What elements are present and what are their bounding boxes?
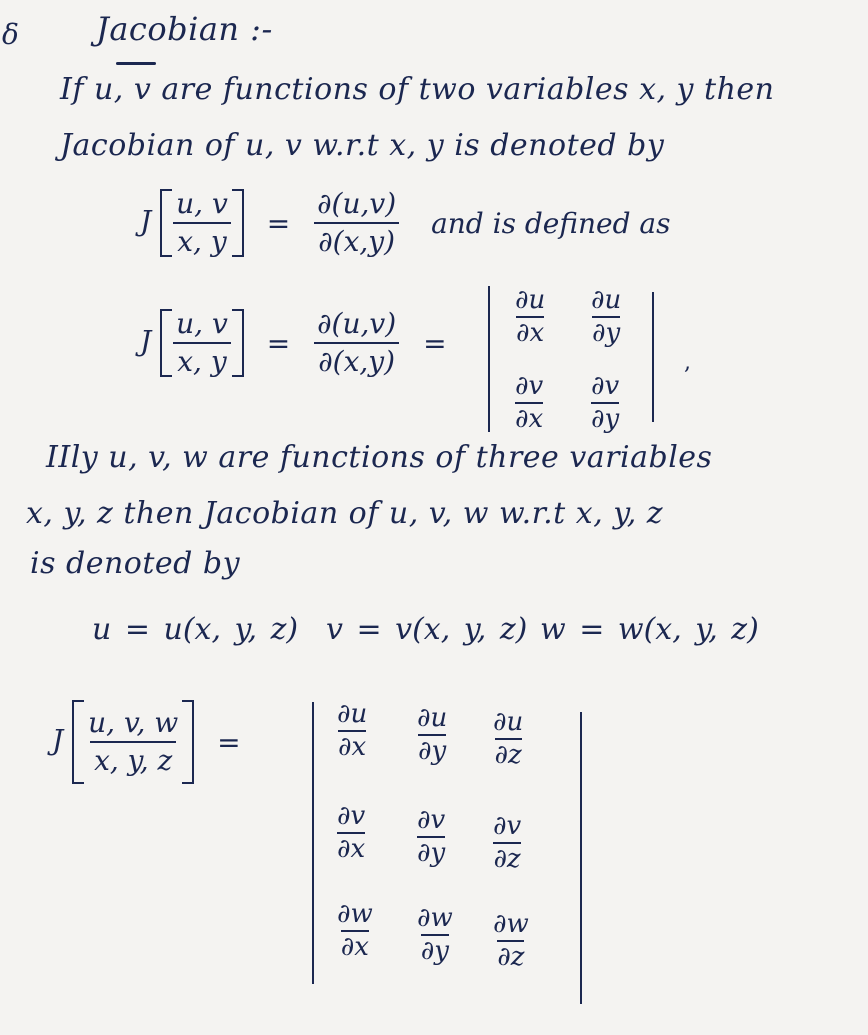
- partial-fraction: [313, 308, 400, 378]
- determinant-entry: $\frac{\partial w}{\partial z}$: [493, 909, 529, 973]
- partial-fraction: [313, 188, 400, 258]
- text-line-2: Jacobian of u, v w.r.t x, y is denoted by: [60, 128, 665, 163]
- jacobian-symbol: J: [52, 723, 64, 757]
- determinant-entry: $\frac{\partial v}{\partial x}$: [337, 801, 366, 865]
- determinant-entry: $\frac{\partial v}{\partial y}$: [417, 805, 446, 869]
- determinant-right-bar: [580, 712, 582, 1004]
- jacobian-bracket: [72, 700, 194, 784]
- determinant-entry: $\frac{\partial u}{\partial x}$: [515, 285, 546, 349]
- function-w: w = w(x, y, z): [540, 612, 759, 647]
- title-underline: [116, 62, 156, 65]
- bracket-top: u, v: [176, 307, 228, 340]
- jacobian-definition-1: [140, 188, 671, 258]
- bracket-bottom: x, y: [173, 342, 230, 378]
- bracket-bottom: x, y, z: [90, 741, 176, 777]
- jacobian-symbol: J: [140, 204, 152, 238]
- determinant-left-bar: [312, 702, 314, 984]
- determinant-entry: $\frac{\partial u}{\partial x}$: [337, 699, 368, 763]
- partial-denominator: ∂(x,y): [314, 342, 399, 378]
- text-line-4: x, y, z then Jacobian of u, v, w w.r.t x, y, z: [26, 496, 664, 531]
- determinant-left-bar: [488, 286, 490, 432]
- function-v: v = v(x, y, z): [326, 612, 528, 647]
- function-u: u = u(x, y, z): [92, 612, 299, 647]
- determinant-entry: $\frac{\partial w}{\partial y}$: [417, 903, 453, 967]
- determinant-entry: $\frac{\partial u}{\partial z}$: [493, 707, 524, 771]
- jacobian-bracket: [160, 188, 244, 258]
- trailing-comma: ,: [684, 350, 691, 375]
- bracket-top: u, v, w: [88, 705, 179, 739]
- determinant-right-bar: [652, 292, 654, 422]
- equals-sign: =: [266, 206, 291, 240]
- bracket-top: u, v: [176, 187, 228, 220]
- page-title: Jacobian :-: [96, 10, 273, 48]
- determinant-entry: $\frac{\partial u}{\partial y}$: [591, 285, 622, 349]
- definition-text: and is defined as: [431, 206, 671, 240]
- determinant-entry: $\frac{\partial w}{\partial x}$: [337, 899, 373, 963]
- equals-sign: =: [423, 326, 447, 360]
- partial-numerator: ∂(u,v): [317, 187, 397, 220]
- text-line-5: is denoted by: [30, 546, 241, 581]
- bracket-bottom: x, y: [173, 222, 230, 258]
- jacobian-bracket: [160, 308, 244, 378]
- determinant-entry: $\frac{\partial v}{\partial z}$: [493, 811, 522, 875]
- determinant-entry: $\frac{\partial v}{\partial y}$: [591, 371, 620, 435]
- equals-sign: =: [266, 326, 291, 360]
- jacobian-definition-2: [140, 308, 461, 378]
- determinant-entry: $\frac{\partial u}{\partial y}$: [417, 703, 448, 767]
- partial-denominator: ∂(x,y): [314, 222, 399, 258]
- text-line-3: IIly u, v, w are functions of three variables: [46, 440, 713, 475]
- determinant-entry: $\frac{\partial v}{\partial x}$: [515, 371, 544, 435]
- jacobian-definition-3: [52, 700, 255, 784]
- equals-sign: =: [217, 725, 241, 759]
- partial-numerator: ∂(u,v): [317, 307, 397, 340]
- margin-mark: δ: [2, 18, 19, 51]
- jacobian-symbol: J: [140, 324, 152, 358]
- text-line-1: If u, v are functions of two variables x, y then: [60, 72, 775, 107]
